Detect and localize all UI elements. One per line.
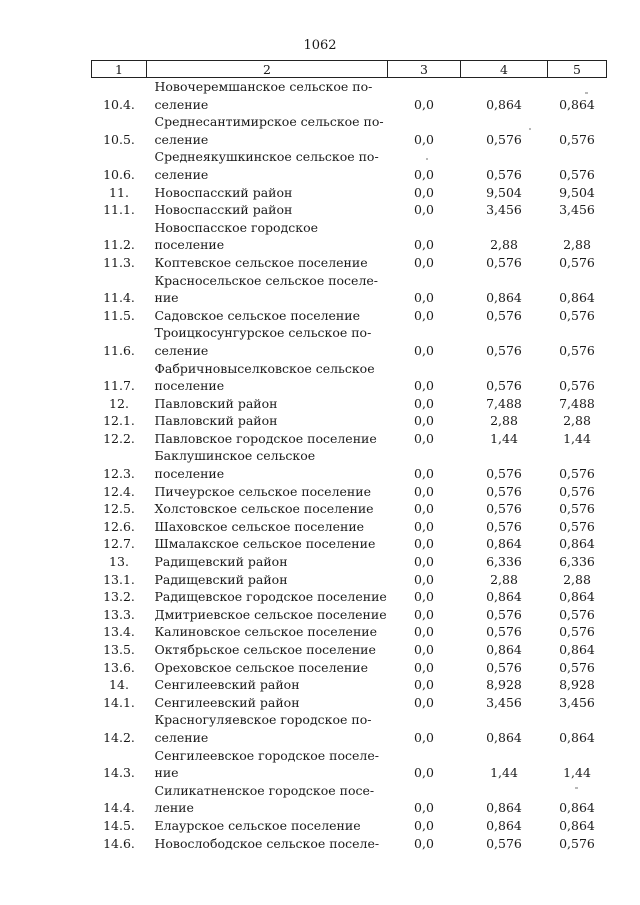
row-value-col5: 0,576 [559,342,595,358]
row-number: 14.1. [103,694,135,710]
header-row [92,61,607,78]
row-value-col3: 0,0 [414,413,434,429]
row-value-col4: 0,864 [486,290,522,306]
row-value-col4: 0,576 [486,342,522,358]
row-value-col5: 1,44 [563,765,591,781]
row-value-col5: 0,576 [559,166,595,182]
row-value-col3: 0,0 [414,307,434,323]
row-value-col5: 0,576 [559,483,595,499]
row-name: Баклушинское сельское поселение [154,448,316,482]
row-name: Радищевское городское поселение [154,589,387,605]
table-row [92,219,607,254]
row-value-col5: 2,88 [563,237,591,253]
row-value-col4: 2,88 [490,413,518,429]
table-row [92,430,607,448]
row-number: 11.1. [103,202,135,218]
row-name: Среднеякушкинское сельское по- селение [154,149,379,182]
row-number: 11.2. [103,237,135,253]
header-col-2: 2 [147,61,388,78]
row-value-col5: 0,864 [559,817,595,833]
row-value-col5: 1,44 [563,430,591,446]
row-value-col5: 0,576 [559,378,595,394]
row-number: 13. [109,554,129,570]
table-row [92,184,607,202]
row-value-col5: 2,88 [563,571,591,587]
row-name: Силикатненское городское посе- ление [154,782,375,816]
row-number: 14.4. [103,800,135,816]
row-value-col4: 9,504 [486,184,522,200]
row-value-col4: 3,456 [486,202,522,218]
row-value-col3: 0,0 [414,571,434,587]
row-number: 13.4. [103,624,135,640]
row-number: 10.5. [103,131,135,147]
row-value-col5: 0,576 [559,624,595,640]
row-value-col5: 0,576 [559,606,595,622]
row-value-col3: 0,0 [414,342,434,358]
row-value-col3: 0,0 [414,483,434,499]
row-value-col4: 0,864 [486,96,522,112]
row-number: 14.2. [103,729,135,745]
row-value-col4: 0,576 [486,501,522,517]
row-value-col4: 0,576 [486,659,522,675]
row-value-col4: 0,576 [486,307,522,323]
table-row [92,747,607,782]
row-number: 13.2. [103,589,135,605]
row-value-col4: 0,576 [486,378,522,394]
data-table [91,60,607,852]
table-row [92,782,607,817]
row-value-col5: 2,88 [563,413,591,429]
row-value-col3: 0,0 [414,624,434,640]
table-row [92,694,607,712]
row-value-col5: 0,864 [559,96,595,112]
row-name: Сенгилеевский район [154,677,300,693]
row-value-col3: 0,0 [414,466,434,482]
row-value-col3: 0,0 [414,659,434,675]
row-name: Фабричновыселковское сельское поселение [154,360,375,394]
table-row [92,395,607,413]
row-value-col3: 0,0 [414,166,434,182]
row-value-col3: 0,0 [414,501,434,517]
row-name: Дмитриевское сельское поселение [154,606,387,622]
row-value-col4: 0,576 [486,131,522,147]
row-value-col5: 0,576 [559,131,595,147]
row-value-col3: 0,0 [414,817,434,833]
row-value-col4: 0,864 [486,800,522,816]
row-value-col4: 6,336 [486,554,522,570]
row-number: 14. [109,677,129,693]
row-value-col3: 0,0 [414,554,434,570]
table-row [92,412,607,430]
row-number: 10.4. [103,96,135,112]
row-value-col3: 0,0 [414,184,434,200]
table-row [92,676,607,694]
row-name: Сенгилеевский район [154,694,300,710]
table-row [92,553,607,571]
row-name: Радищевский район [154,554,288,570]
row-number: 13.5. [103,642,135,657]
row-value-col4: 0,576 [486,835,522,851]
table-row [92,447,607,482]
table-row [92,148,607,183]
row-name: Пичеурское сельское поселение [154,483,371,499]
row-value-col4: 0,864 [486,817,522,833]
row-value-col5: 0,576 [559,501,595,517]
table-row [92,483,607,501]
row-number: 11.7. [103,378,135,394]
row-value-col3: 0,0 [414,518,434,534]
row-value-col5: 0,864 [559,290,595,306]
row-value-col3: 0,0 [414,131,434,147]
row-value-col4: 0,576 [486,624,522,640]
row-name: Новоспасское городское поселение [154,219,319,253]
row-number: 12.3. [103,466,135,482]
row-value-col3: 0,0 [414,835,434,851]
row-value-col4: 3,456 [486,694,522,710]
row-name: Павловский район [154,395,278,411]
row-number: 12.2. [103,430,135,446]
row-number: 14.5. [103,817,135,833]
table-row [92,254,607,272]
table-row [92,113,607,148]
table-row [92,201,607,219]
row-value-col4: 0,864 [486,642,522,657]
row-name: Елаурское сельское поселение [154,817,361,833]
row-name: Шаховское сельское поселение [154,518,365,534]
row-value-col4: 2,88 [490,571,518,587]
table-row [92,835,607,853]
row-value-col3: 0,0 [414,729,434,745]
row-value-col5: 0,576 [559,466,595,482]
table-row [92,817,607,835]
row-value-col4: 0,576 [486,518,522,534]
row-name: Новослободское сельское поселе- [154,835,380,851]
row-value-col4: 0,576 [486,166,522,182]
scan-speck [585,92,588,94]
row-value-col5: 0,864 [559,589,595,605]
row-number: 13.1. [103,571,135,587]
row-value-col3: 0,0 [414,237,434,253]
row-value-col3: 0,0 [414,694,434,710]
table-row [92,324,607,359]
row-number: 11.6. [103,342,135,358]
row-name: Новоспасский район [154,184,293,200]
row-number: 10.6. [103,166,135,182]
row-value-col3: 0,0 [414,378,434,394]
row-value-col5: 0,864 [559,536,595,552]
row-value-col4: 0,864 [486,729,522,745]
row-name: Троицкосунгурское сельское по- селение [154,325,372,358]
row-name: Павловское городское поселение [154,430,377,446]
row-value-col5: 6,336 [559,554,595,570]
row-value-col3: 0,0 [414,606,434,622]
row-name: Красносельское сельское поселе- ние [154,272,379,306]
row-value-col5: 0,576 [559,307,595,323]
row-value-col3: 0,0 [414,290,434,306]
header-col-4: 4 [461,61,548,78]
row-value-col3: 0,0 [414,430,434,446]
row-name: Среднесантимирское сельское по- селение [154,114,384,147]
row-value-col4: 0,864 [486,536,522,552]
row-value-col4: 8,928 [486,677,522,693]
row-name: Новочеремшанское сельское по- селение [154,79,373,112]
row-value-col3: 0,0 [414,677,434,693]
table-row [92,711,607,746]
row-value-col4: 1,44 [490,430,518,446]
row-name: Ореховское сельское поселение [154,659,368,675]
row-number: 13.3. [103,606,135,622]
row-value-col4: 1,44 [490,765,518,781]
row-value-col5: 0,576 [559,518,595,534]
page-number: 1062 [303,38,337,53]
row-value-col3: 0,0 [414,254,434,270]
row-number: 13.6. [103,659,135,675]
table-row [92,659,607,677]
row-value-col4: 0,576 [486,606,522,622]
row-value-col3: 0,0 [414,202,434,218]
row-value-col5: 0,864 [559,800,595,816]
row-name: Октябрьское сельское поселение [154,642,376,657]
row-value-col4: 0,576 [486,483,522,499]
row-number: 12. [109,395,129,411]
row-value-col3: 0,0 [414,536,434,552]
row-value-col5: 9,504 [559,184,595,200]
row-value-col3: 0,0 [414,765,434,781]
row-name: Новоспасский район [154,202,293,218]
row-value-col3: 0,0 [414,642,434,657]
row-value-col5: 0,576 [559,835,595,851]
row-value-col3: 0,0 [414,395,434,411]
row-value-col5: 7,488 [559,395,595,411]
table-row [92,360,607,395]
row-value-col3: 0,0 [414,96,434,112]
header-col-1: 1 [92,61,147,78]
header-col-3: 3 [388,61,461,78]
row-name: Сенгилеевское городское поселе- ние [154,747,379,781]
table-row [92,272,607,307]
table-row [92,307,607,325]
table-row [92,500,607,518]
row-name: Холстовское сельское поселение [154,501,374,517]
row-name: Радищевский район [154,571,288,587]
header-col-5: 5 [548,61,607,78]
table-row [92,588,607,606]
row-number: 12.4. [103,483,135,499]
table-row [92,623,607,641]
scan-speck [575,787,578,789]
row-value-col5: 8,928 [559,677,595,693]
row-number: 12.7. [103,536,135,552]
row-value-col3: 0,0 [414,800,434,816]
scan-speck [426,158,428,160]
table-row [92,78,607,114]
scan-speck [529,128,531,130]
row-value-col4: 0,576 [486,466,522,482]
row-name: Красногуляевское городское по- селение [154,712,372,745]
row-number: 12.5. [103,501,135,517]
row-name: Калиновское сельское поселение [154,624,378,640]
row-value-col5: 0,864 [559,642,595,657]
row-number: 11. [109,184,129,200]
row-name: Шмалакское сельское поселение [154,536,376,552]
row-name: Павловский район [154,413,278,429]
row-number: 11.4. [103,290,135,306]
row-number: 14.6. [103,835,135,851]
row-value-col4: 0,864 [486,589,522,605]
table-row [92,641,607,659]
table-body [92,78,607,853]
row-value-col5: 0,576 [559,254,595,270]
row-value-col4: 0,576 [486,254,522,270]
row-value-col3: 0,0 [414,589,434,605]
table-row [92,535,607,553]
row-number: 11.5. [103,307,135,323]
row-name: Коптевское сельское поселение [154,254,368,270]
row-value-col4: 2,88 [490,237,518,253]
table-row [92,571,607,589]
row-name: Садовское сельское поселение [154,307,360,323]
row-value-col5: 0,864 [559,729,595,745]
row-number: 12.1. [103,413,135,429]
row-number: 14.3. [103,765,135,781]
row-value-col5: 3,456 [559,694,595,710]
table-row [92,606,607,624]
row-number: 12.6. [103,518,135,534]
row-number: 11.3. [103,254,135,270]
table-row [92,518,607,536]
row-value-col5: 3,456 [559,202,595,218]
row-value-col5: 0,576 [559,659,595,675]
row-value-col4: 7,488 [486,395,522,411]
